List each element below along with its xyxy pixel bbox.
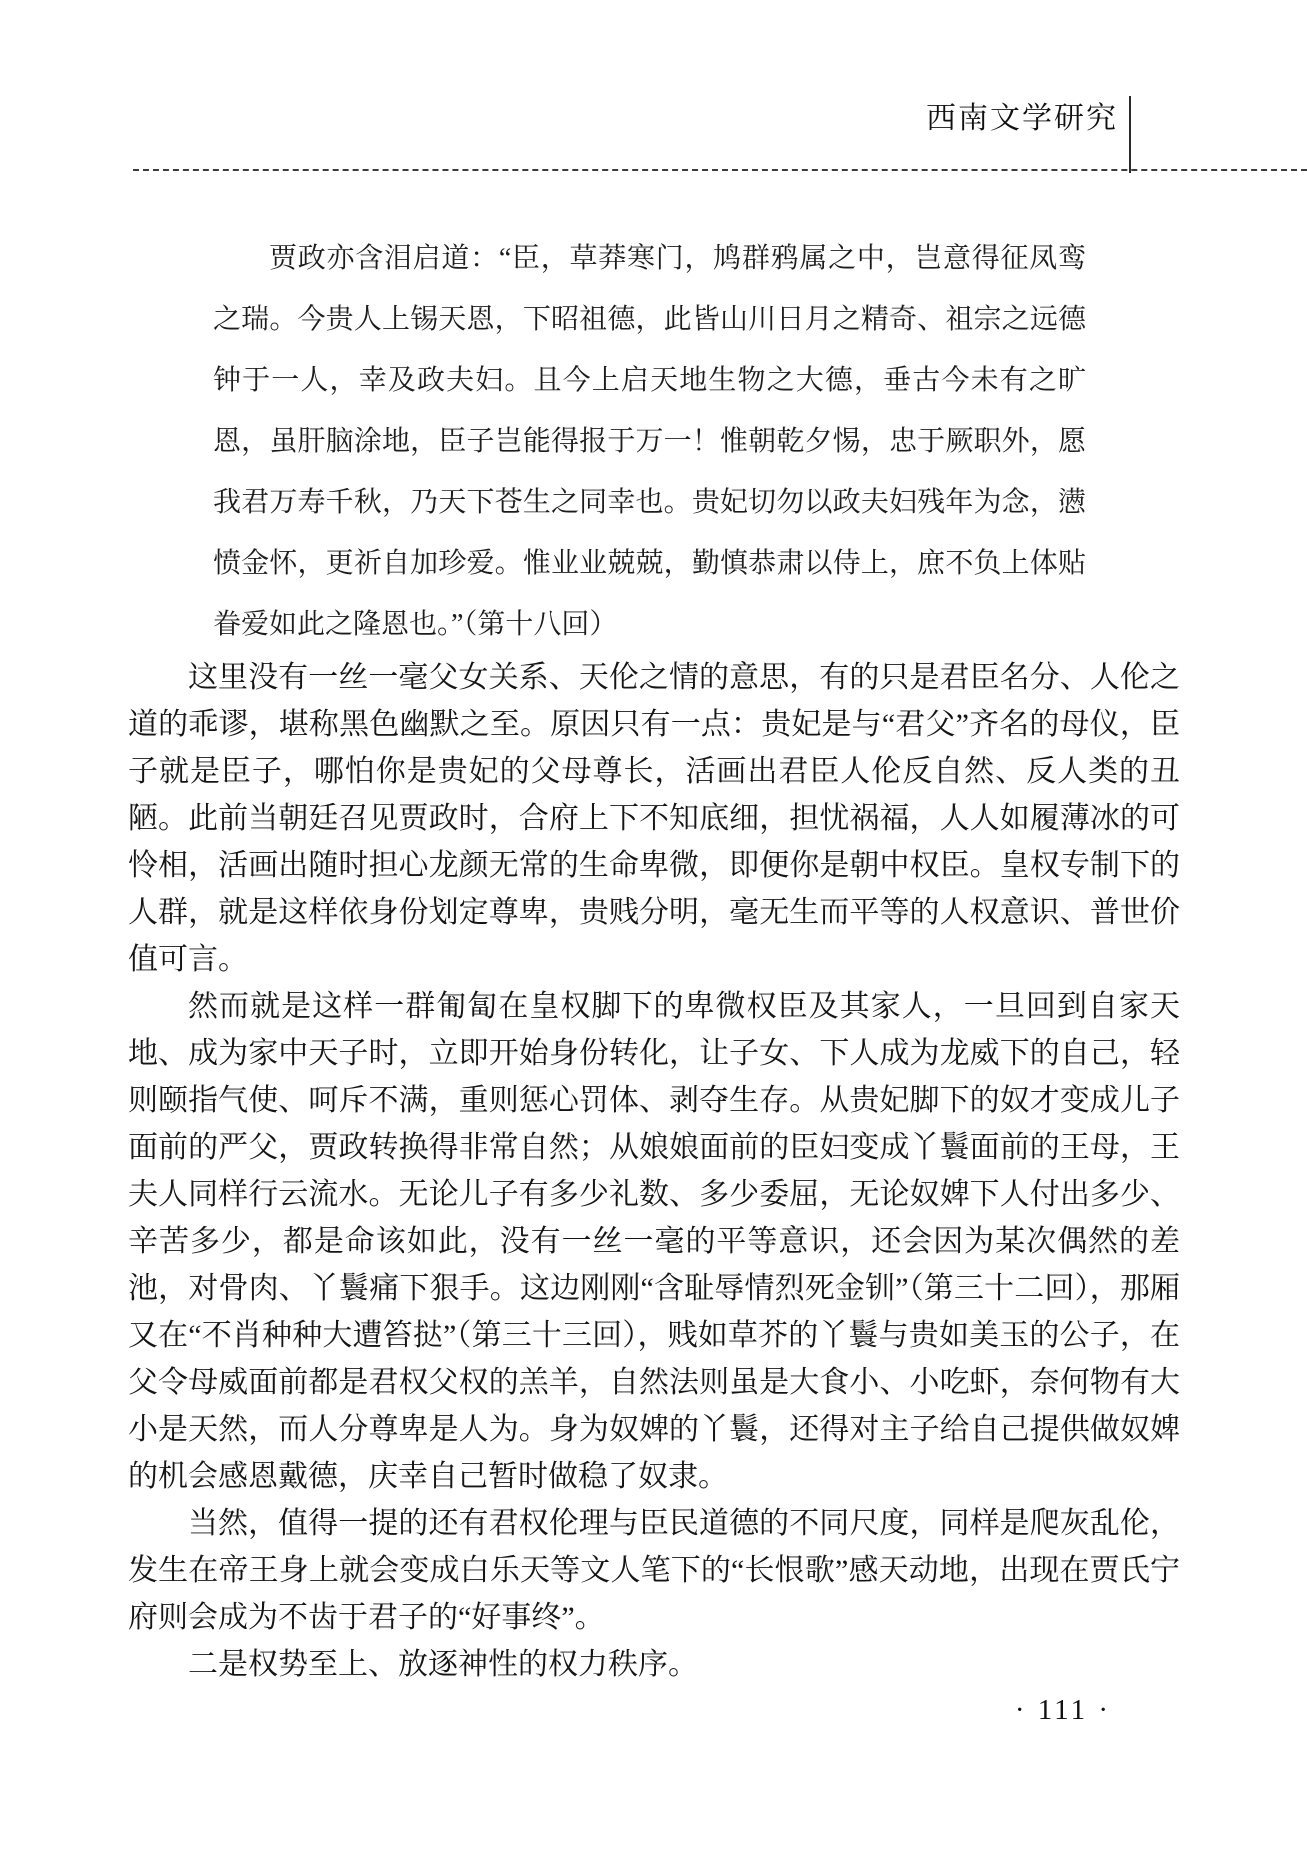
body-text xyxy=(128,654,1180,1688)
header-dashed-rule xyxy=(133,169,1307,171)
paragraph-2: 然而就是这样一群匍匐在皇权脚下的卑微权臣及其家人，一旦回到自家天地、成为家中天子时，立即开始身份转化，让子女、下人成为龙威下的自己，轻则颐指气使、呵斥不满，重则惩心罚体、剥夺生存。从贵妃脚下的奴才变成儿子面前的严父，贾政转换得非常自然；从娘娘面前的臣妇变成丫鬟面前的王母，王夫人同样行云流水。无论儿子有多少礼数、多少委屈，无论奴婢下人付出多少、辛苦多少，都是命该如此，没有一丝一毫的平等意识，还会因为某次偶然的差池，对骨肉、丫鬟痛下狠手。这边刚刚“含耻辱情烈死金钏”（第三十二回），那厢又在“不肖种种大遭笞挞”（第三十三回），贱如草芥的丫鬟与贵如美玉的公子，在父令母威面前都是君权父权的羔羊，自然法则虽是大食小、小吃虾，奈何物有大小是天然，而人分尊卑是人为。身为奴婢的丫鬟，还得对主子给自己提供做奴婢的机会感恩戴德，庆幸自己暂时做稳了奴隶。 xyxy=(128,990,1180,1493)
paragraph-4: 二是权势至上、放逐神性的权力秩序。 xyxy=(188,1648,698,1681)
block-quote: 贾政亦含泪启道：“臣，草莽寒门，鸠群鸦属之中，岂意得征凤鸾之瑞。今贵人上锡天恩，下昭祖德，此皆山川日月之精奇、祖宗之远德钟于一人，幸及政夫妇。且今上启天地生物之大德，垂古今未有之旷恩，虽肝脑涂地，臣子岂能得报于万一！惟朝乾夕惕，忠于厥职外，愿我君万寿千秋，乃天下苍生之同幸也。贵妃切勿以政夫妇残年为念，懑愤金怀，更祈自加珍爱。惟业业兢兢，勤慎恭肃以侍上，庶不负上体贴眷爱如此之隆恩也。”（第十八回） xyxy=(213,243,1086,640)
header-divider-bar xyxy=(1129,96,1131,173)
journal-title: 西南文学研究 xyxy=(926,102,1118,135)
paragraph-3: 当然，值得一提的还有君权伦理与臣民道德的不同尺度，同样是爬灰乱伦，发生在帝王身上就会变成白乐天等文人笔下的“长恨歌”感天动地，出现在贾氏宁府则会成为不齿于君子的“好事终”。 xyxy=(128,1507,1180,1634)
paragraph-1: 这里没有一丝一毫父女关系、天伦之情的意思，有的只是君臣名分、人伦之道的乖谬，堪称黑色幽默之至。原因只有一点：贵妃是与“君父”齐名的母仪，臣子就是臣子，哪怕你是贵妃的父母尊长，活画出君臣人伦反自然、反人类的丑陋。此前当朝廷召见贾政时，合府上下不知底细，担忧祸福，人人如履薄冰的可怜相，活画出随时担心龙颜无常的生命卑微，即便你是朝中权臣。皇权专制下的人群，就是这样依身份划定尊卑，贵贱分明，毫无生而平等的人权意识、普世价值可言。 xyxy=(128,661,1180,976)
page-number: · 111 · xyxy=(1014,1694,1111,1726)
